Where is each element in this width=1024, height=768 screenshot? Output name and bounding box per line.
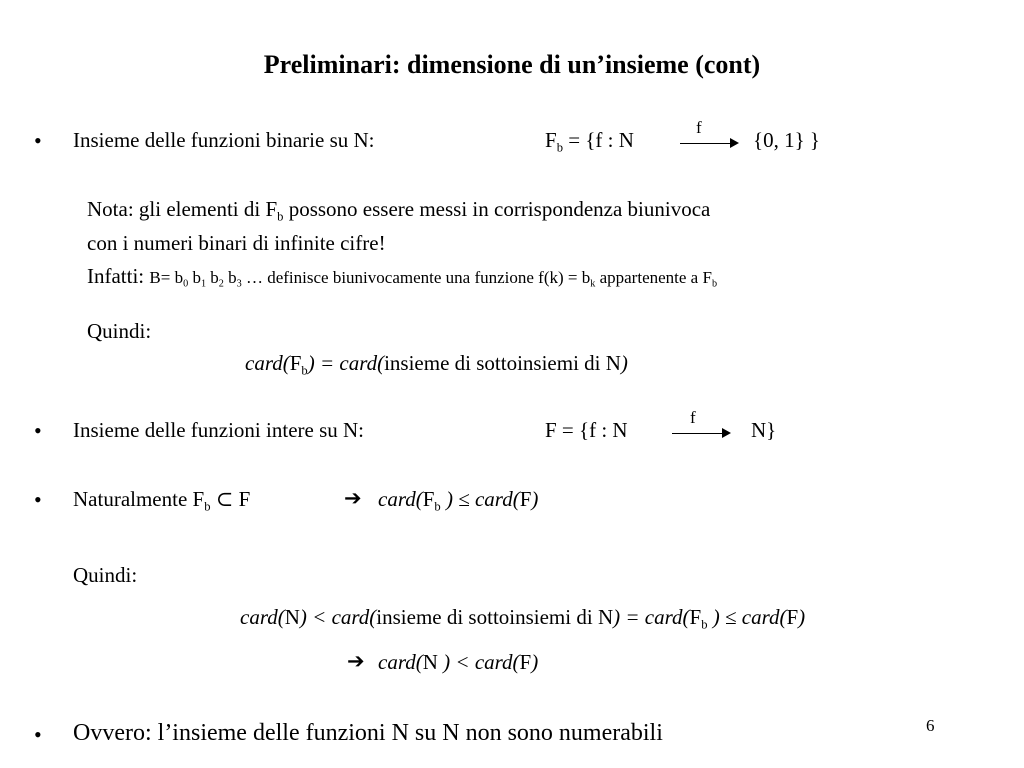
fb-codomain: {0, 1} } [753,128,820,152]
fb-definition [545,128,634,153]
bullet-3-marker: • [34,487,42,512]
f-codomain: N} [751,418,777,442]
bullet-2-label: Insieme delle funzioni intere su N: [73,418,364,442]
note-line-2: con i numeri binari di infinite cifre! [87,231,386,255]
arrow-2-label: f [690,408,696,427]
bullet-2-marker: • [34,418,42,443]
note-line-3 [87,264,717,289]
bullet-3-label: Naturalmente $F_b$ ⊂ F [73,487,251,514]
quindi-2-line-2: card(N ) < card(F) [378,650,539,674]
bullet-1-label: Insieme delle funzioni binarie su N: [73,128,375,152]
note-line-3-formula: $B= b_0$ $b_1$ $b_2$ $b_3$ … definisce biunivocamente una funzione $f(k) = b_k$ appartenente a $F_b$ [149,268,718,290]
implies-arrow-icon: ➔ [344,486,362,510]
quindi-1-formula: $card(F_b)$ = card(insieme di sottoinsiemi di N) [245,351,628,378]
implies-arrow-icon-2: ➔ [347,649,365,673]
fb-subscript: b [556,140,563,155]
arrow-1-line [680,143,732,144]
slide-title: Preliminari: dimensione di un’insieme (cont) [263,50,761,79]
note-line-1-a: Nota: gli elementi di F [87,197,278,221]
note-line-3-lead: Infatti: [87,264,150,288]
bullet-4-label: Ovvero: l’insieme delle funzioni N su N non sono numerabili [73,720,663,746]
bullet-4-marker: • [34,722,42,747]
fb-set-open: = {f : N [562,128,634,152]
page-number: 6 [926,716,935,735]
quindi-2-label: Quindi: [73,563,138,587]
quindi-1-label: Quindi: [87,319,152,343]
note-line-1-sub: b [277,209,284,224]
quindi-2-line-1: card(N) < card(insieme di sottoinsiemi di $N) = card(F_b$ ) ≤ card(F) [240,605,806,632]
f-definition: F = {f : N [545,418,628,442]
bullet-1-marker: • [34,128,42,153]
fb-symbol: F [545,128,557,152]
arrow-1-head [730,138,739,148]
arrow-2-line [672,433,724,434]
arrow-1-label: f [696,118,702,137]
bullet-3-formula: $card(F_b$ ) ≤ card(F) [378,487,539,514]
arrow-2-head [722,428,731,438]
note-line-1-b: possono essere messi in corrispondenza biunivoca [283,197,711,221]
note-line-1 [87,197,710,222]
